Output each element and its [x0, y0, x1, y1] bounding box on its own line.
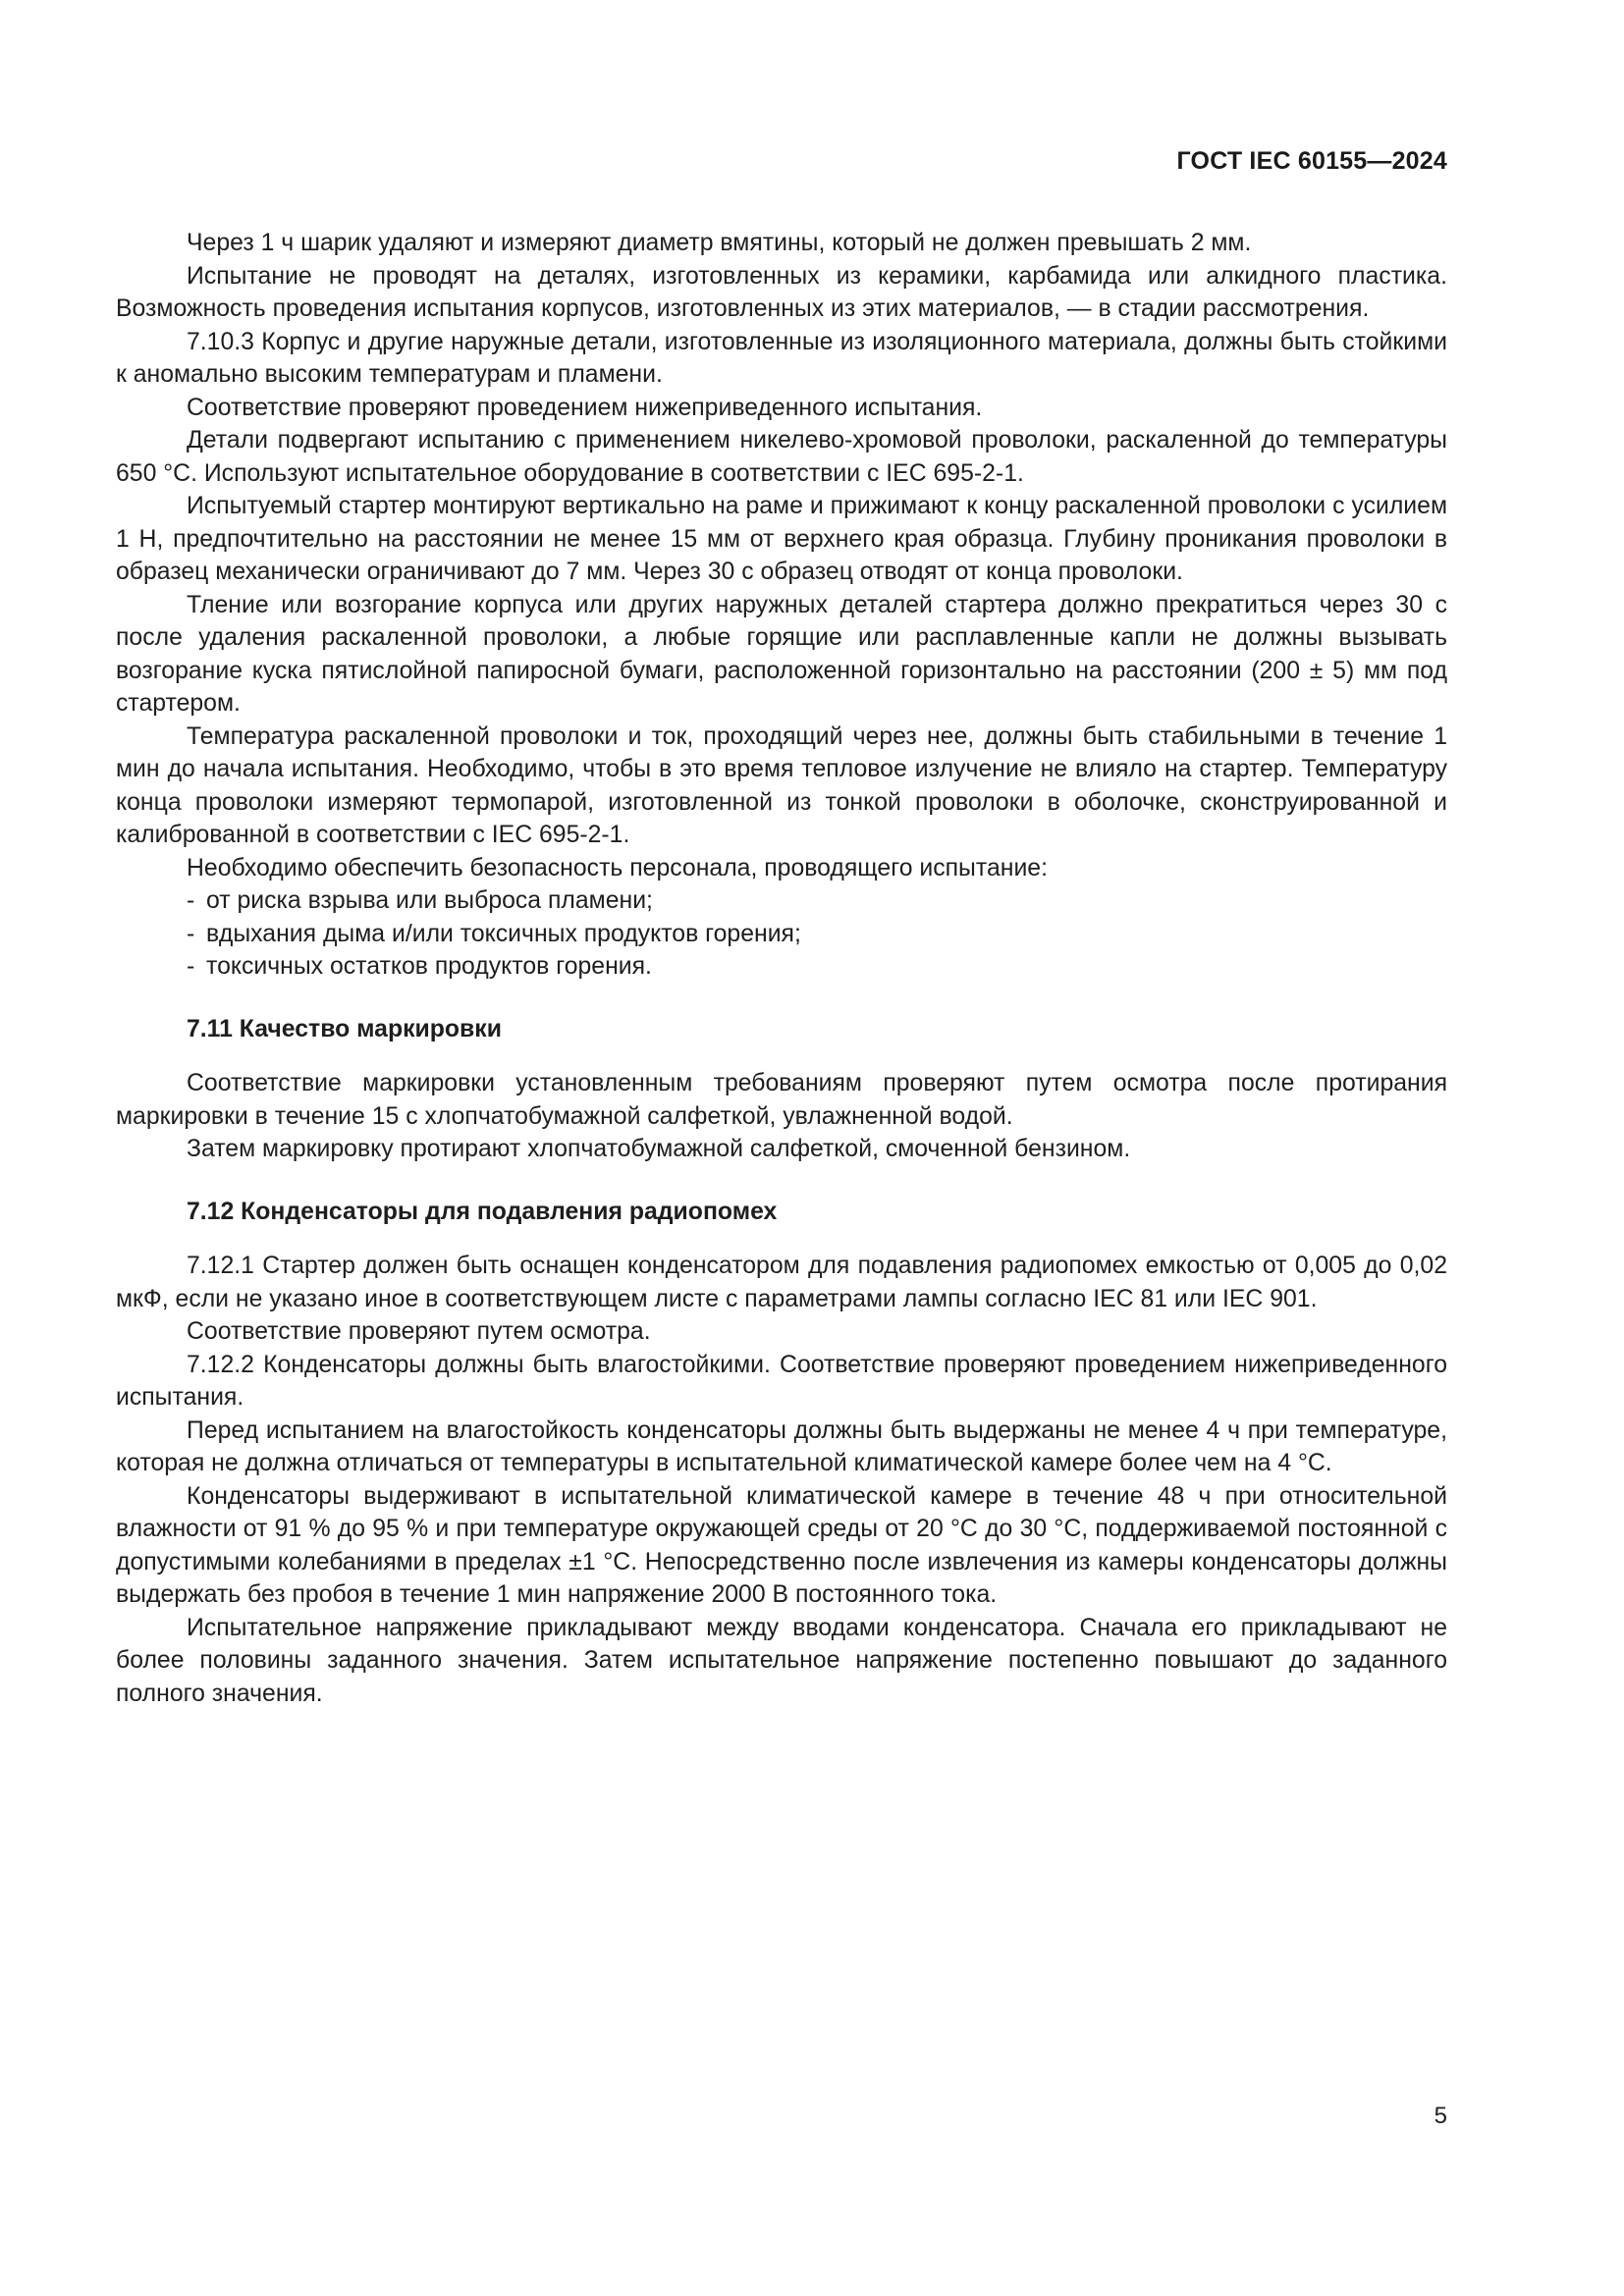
paragraph: Перед испытанием на влагостойкость конденсаторы должны быть выдержаны не менее 4 ч при температуре, которая не должна отличаться от температуры в испытательной климатической камере более чем на 4 °С. — [116, 1416, 1447, 1476]
paragraph: 7.12.1 Стартер должен быть оснащен конденсатором для подавления радиопомех емкостью от 0,005 до 0,02 мкФ, если не указано иное в соответствующем листе с параметрами лампы согласно IEC 81 или IEC 901. — [116, 1253, 1447, 1312]
paragraph: Детали подвергают испытанию с применением никелево-хромовой проволоки, раскаленной до температуры 650 °С. Используют испытательное оборудование в соответствии с IEC 695-2-1. — [116, 427, 1447, 487]
list-marker: - — [187, 953, 195, 980]
paragraph: 7.10.3 Корпус и другие наружные детали, изготовленные из изоляционного материала, должны быть стойкими к аномально высоким температурам и пламени. — [116, 328, 1447, 388]
paragraph: Соответствие проверяют путем осмотра. — [187, 1318, 651, 1345]
list-item — [116, 918, 1447, 951]
paragraph: Конденсаторы выдерживают в испытательной климатической камере в течение 48 ч при относительной влажности от 91 % до 95 % и при температуре окружающей среды от 20 °С до 30 °С, поддерживаемой постоянной с допустимыми колебаниями в пределах ±1 °С. Непосредственно после извлечения из камеры конденсаторы должны выдержать без пробоя в течение 1 мин напряжение 2000 В постоянного тока. — [116, 1482, 1447, 1608]
paragraph: Температура раскаленной проволоки и ток, проходящий через нее, должны быть стабильными в течение 1 мин до начала испытания. Необходимо, чтобы в это время тепловое излучение не влияло на стартер. Температуру конца проволоки измеряют термопарой, изготовленной из тонкой проволоки в оболочке, сконструированной и калиброванной в соответствии с IEC 695-2-1. — [116, 722, 1447, 848]
document-body — [116, 227, 1447, 1710]
document-header-id: ГОСТ IEC 60155—2024 — [1176, 147, 1447, 175]
list-marker: - — [187, 920, 195, 947]
paragraph: Испытуемый стартер монтируют вертикально на раме и прижимают к концу раскаленной проволоки с усилием 1 Н, предпочтительно на расстоянии не менее 15 мм от верхнего края образца. Глубину проникания проволоки в образец механически ограничивают до 7 мм. Через 30 с образец отводят от конца проволоки. — [116, 493, 1447, 585]
safety-list — [116, 884, 1447, 984]
paragraph: Через 1 ч шарик удаляют и измеряют диаметр вмятины, который не должен превышать 2 мм. — [187, 230, 1252, 256]
paragraph: Необходимо обеспечить безопасность персонала, проводящего испытание: — [187, 854, 1048, 881]
paragraph: Соответствие проверяют проведением нижеприведенного испытания. — [187, 394, 983, 421]
list-item-text: вдыхания дыма и/или токсичных продуктов горения; — [206, 920, 801, 947]
list-item-text: от риска взрыва или выброса пламени; — [206, 887, 653, 914]
section-heading-7-12: 7.12 Конденсаторы для подавления радиопомех — [187, 1198, 778, 1225]
list-marker: - — [187, 887, 195, 914]
paragraph: Соответствие маркировки установленным требованиям проверяют путем осмотра после протирания маркировки в течение 15 с хлопчатобумажной салфеткой, увлажненной водой. — [116, 1070, 1447, 1130]
list-item — [116, 950, 1447, 984]
section-heading-7-11: 7.11 Качество маркировки — [187, 1015, 502, 1042]
paragraph: Испытание не проводят на деталях, изготовленных из керамики, карбамида или алкидного пластика. Возможность проведения испытания корпусов, изготовленных из этих материалов, — в стадии рассмотрения. — [116, 262, 1447, 322]
page-number: 5 — [1434, 2103, 1447, 2129]
list-item-text: токсичных остатков продуктов горения. — [206, 953, 652, 980]
list-item — [116, 884, 1447, 918]
paragraph: Тление или возгорание корпуса или других наружных деталей стартера должно прекратиться через 30 с после удаления раскаленной проволоки, а любые горящие или расплавленные капли не должны вызывать возгорание куска пятислойной папиросной бумаги, расположенной горизонтально на расстоянии (200 ± 5) мм под стартером. — [116, 591, 1447, 717]
paragraph: 7.12.2 Конденсаторы должны быть влагостойкими. Соответствие проверяют проведением нижеприведенного испытания. — [116, 1351, 1447, 1411]
paragraph: Затем маркировку протирают хлопчатобумажной салфеткой, смоченной бензином. — [187, 1136, 1131, 1162]
paragraph: Испытательное напряжение прикладывают между вводами конденсатора. Сначала его прикладывают не более половины заданного значения. Затем испытательное напряжение постепенно повышают до заданного полного значения. — [116, 1614, 1447, 1707]
